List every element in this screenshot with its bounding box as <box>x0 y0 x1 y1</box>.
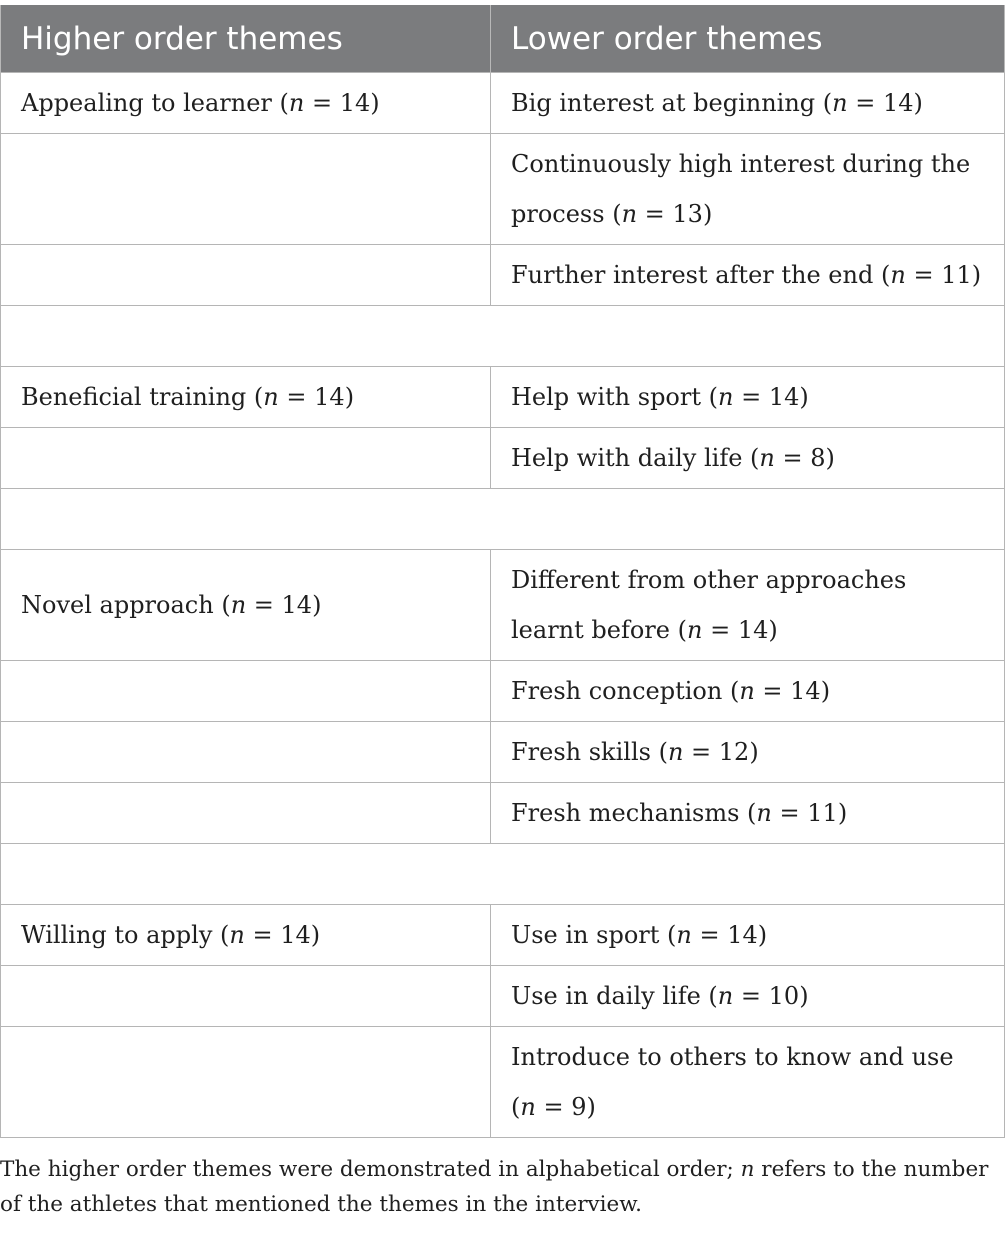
lower-theme-cell: Big interest at beginning (n = 14) <box>491 73 1005 134</box>
table-footnote: The higher order themes were demonstrated in alphabetical order; n refers to the number of the athletes that mentioned the themes in the interview. <box>0 1157 989 1217</box>
spacer-row <box>1 306 1005 367</box>
header-row <box>1 5 1005 73</box>
higher-theme-cell-empty <box>1 1027 491 1138</box>
higher-theme-cell-empty <box>1 661 491 722</box>
header-higher-order-themes: Higher order themes <box>1 5 491 73</box>
higher-theme-cell-empty <box>1 783 491 844</box>
lower-theme-cell: Fresh skills (n = 12) <box>491 722 1005 783</box>
table-row <box>1 783 1005 844</box>
lower-theme-cell: Continuously high interest during the process (n = 13) <box>491 134 1005 245</box>
table-row <box>1 428 1005 489</box>
lower-theme-cell: Further interest after the end (n = 11) <box>491 245 1005 306</box>
lower-theme-cell: Fresh mechanisms (n = 11) <box>491 783 1005 844</box>
table-row <box>1 134 1005 245</box>
table-row <box>1 722 1005 783</box>
header-lower-order-themes: Lower order themes <box>491 5 1005 73</box>
higher-theme-cell-empty <box>1 134 491 245</box>
higher-theme-cell-empty <box>1 245 491 306</box>
table-row <box>1 905 1005 966</box>
spacer-cell <box>1 489 1005 550</box>
higher-theme-cell-empty <box>1 966 491 1027</box>
spacer-row <box>1 844 1005 905</box>
spacer-row <box>1 489 1005 550</box>
lower-theme-cell: Fresh conception (n = 14) <box>491 661 1005 722</box>
lower-theme-cell: Help with daily life (n = 8) <box>491 428 1005 489</box>
higher-theme-cell: Appealing to learner (n = 14) <box>1 73 491 134</box>
lower-theme-cell: Use in daily life (n = 10) <box>491 966 1005 1027</box>
spacer-cell <box>1 306 1005 367</box>
themes-table <box>0 5 1005 1138</box>
lower-theme-cell: Use in sport (n = 14) <box>491 905 1005 966</box>
higher-theme-cell: Novel approach (n = 14) <box>1 550 491 661</box>
table-row <box>1 661 1005 722</box>
higher-theme-cell-empty <box>1 428 491 489</box>
table-row <box>1 245 1005 306</box>
lower-theme-cell: Help with sport (n = 14) <box>491 367 1005 428</box>
lower-theme-cell: Introduce to others to know and use (n = 9) <box>491 1027 1005 1138</box>
table-row <box>1 966 1005 1027</box>
spacer-cell <box>1 844 1005 905</box>
table-row <box>1 550 1005 661</box>
table-row <box>1 367 1005 428</box>
lower-theme-cell: Different from other approaches learnt before (n = 14) <box>491 550 1005 661</box>
table-row <box>1 73 1005 134</box>
table-row <box>1 1027 1005 1138</box>
higher-theme-cell: Willing to apply (n = 14) <box>1 905 491 966</box>
higher-theme-cell-empty <box>1 722 491 783</box>
higher-theme-cell: Beneficial training (n = 14) <box>1 367 491 428</box>
